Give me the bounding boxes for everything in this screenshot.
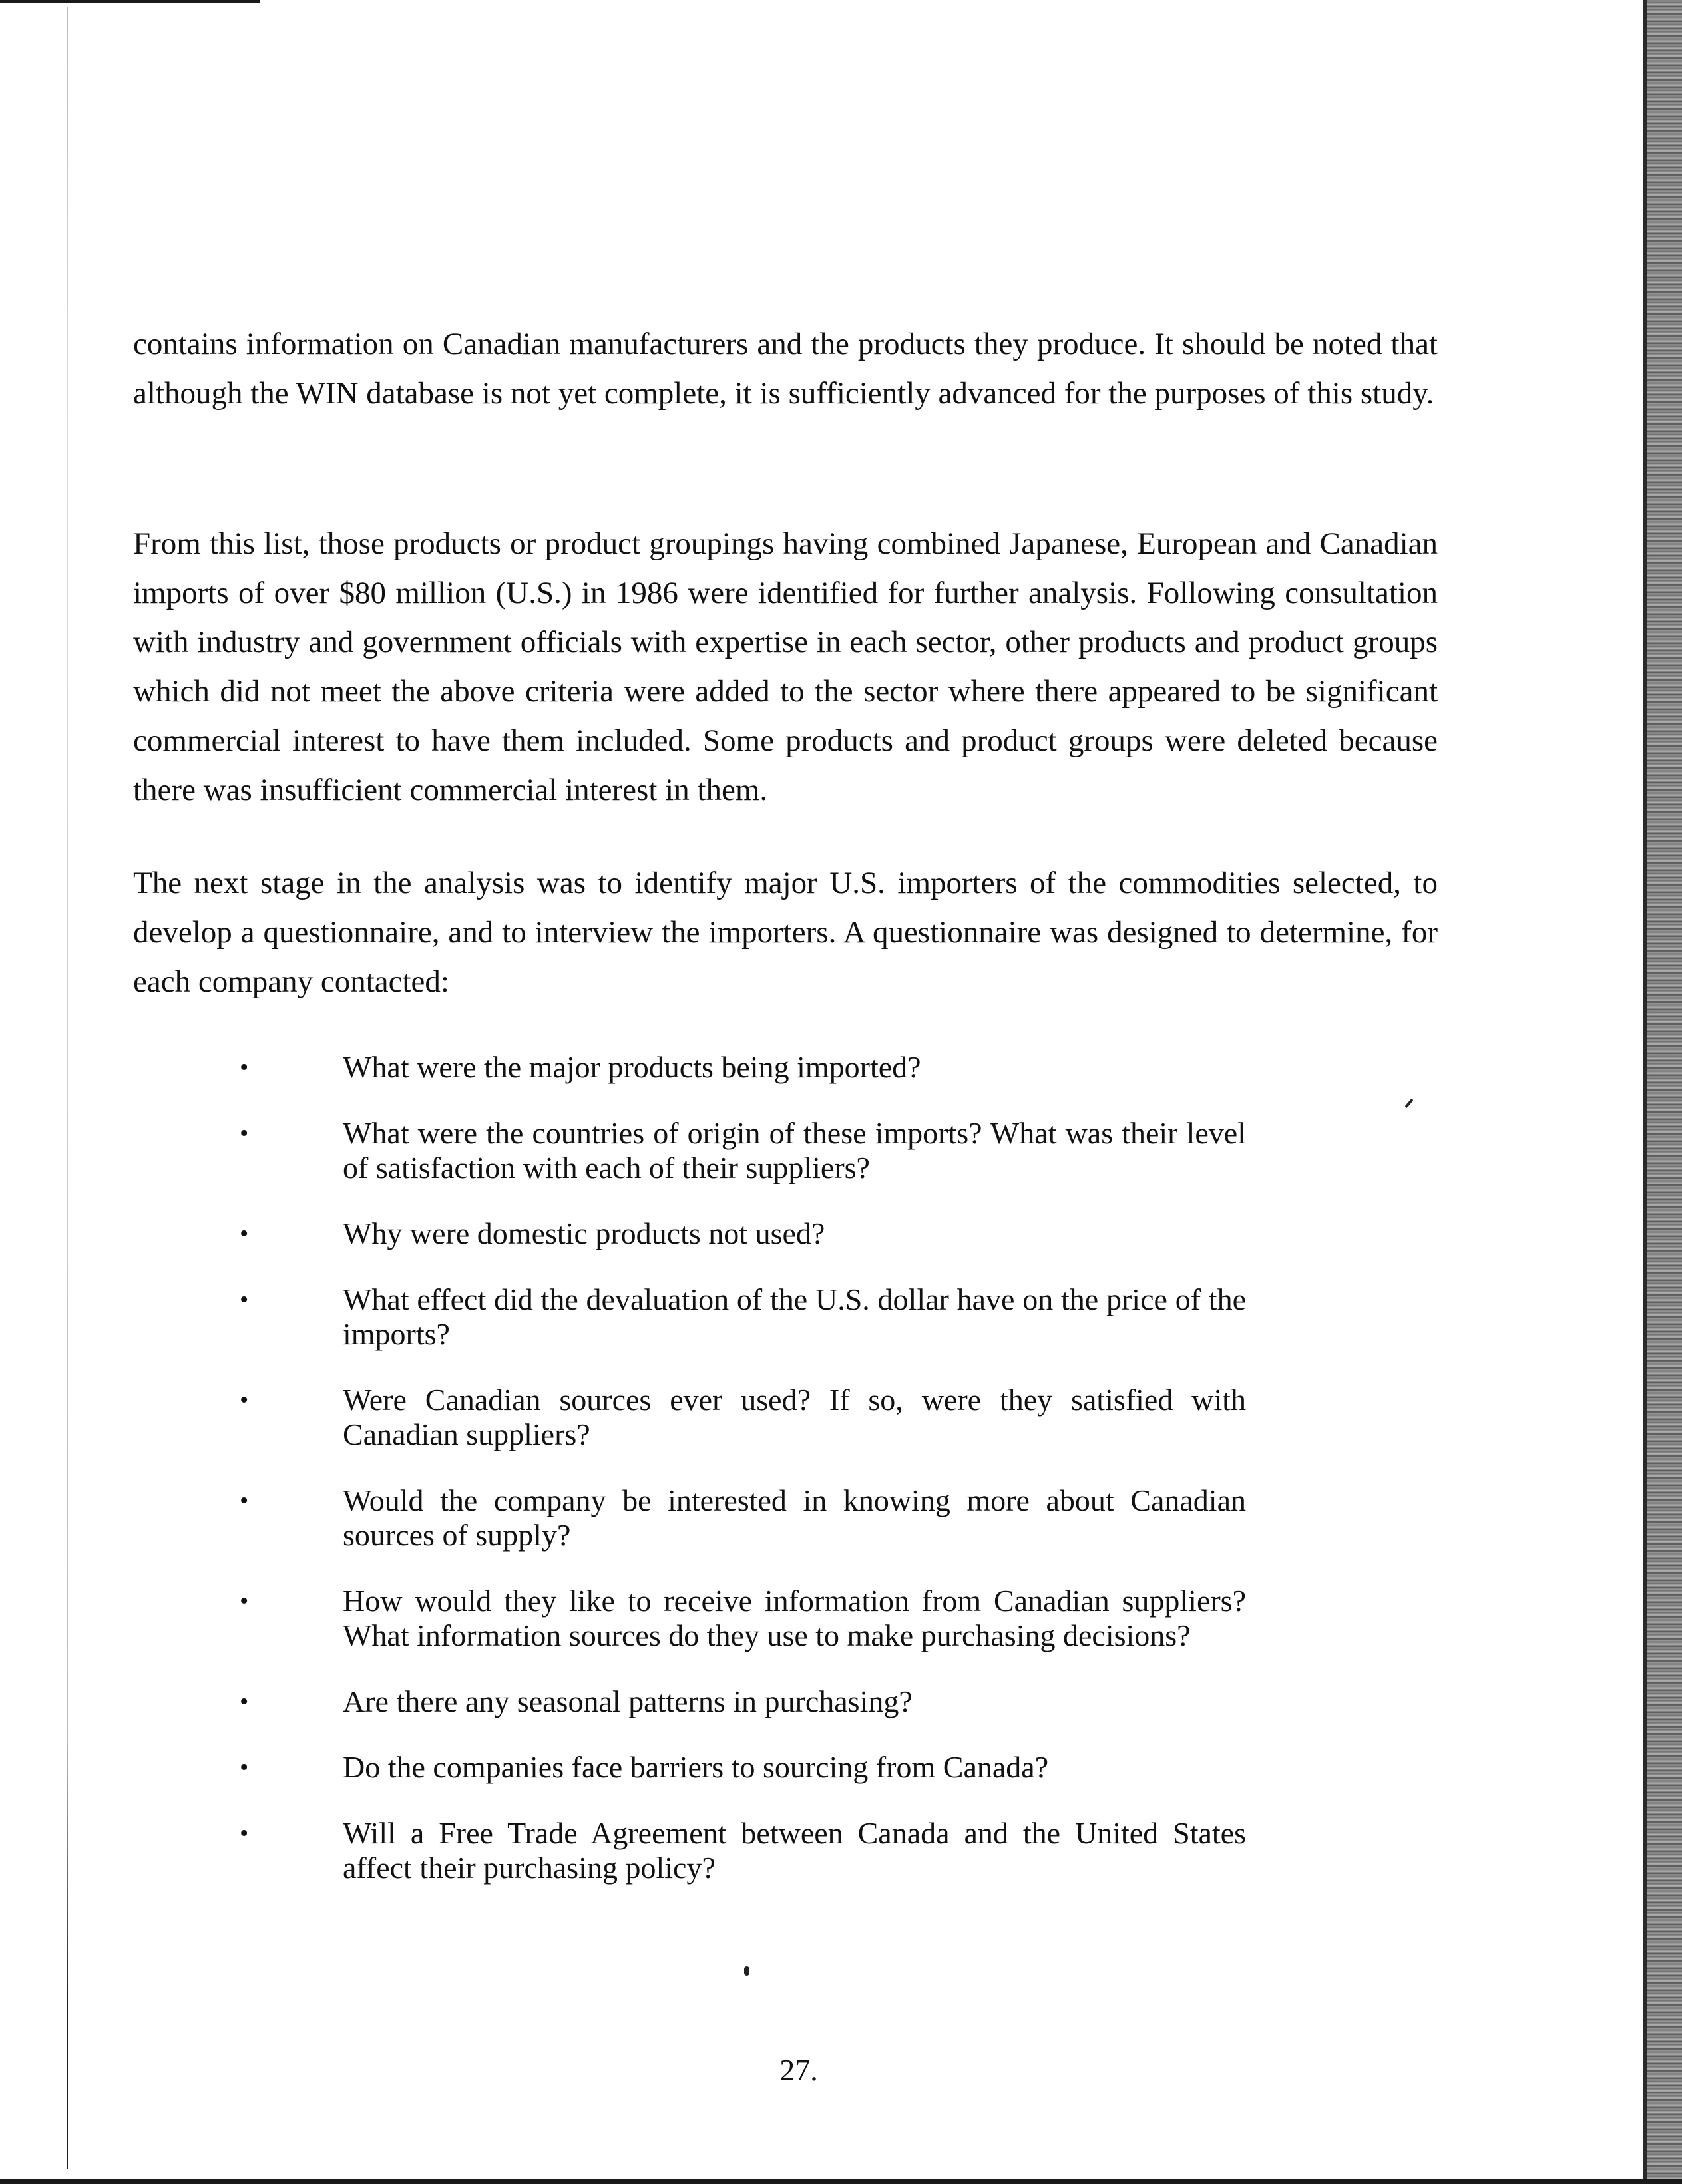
scan-top-rule [0, 0, 260, 3]
list-item-text: Will a Free Trade Agreement between Canada and the United States affect their purchasing policy? [343, 1816, 1246, 1885]
paragraph-product-selection: From this list, those products or product groupings having combined Japanese, European and Canadian imports of over $80 million (U.S.) in 1986 were identified for further analysis. Following consultation with industry and government officials with expertise in each sector, other products and product groups which did not meet the above criteria were added to the sector where there appeared to be significant commercial interest to have them included. Some products and product groups were deleted because there was insufficient commercial interest in them. [133, 526, 1438, 807]
list-item [240, 1483, 1246, 1552]
list-item [240, 1383, 1246, 1452]
list-item-text: Are there any seasonal patterns in purchasing? [343, 1684, 913, 1718]
scan-right-edge [1643, 0, 1682, 2184]
list-item [240, 1116, 1246, 1185]
bullet-icon: • [240, 1819, 249, 1847]
paragraph-win-database: contains information on Canadian manufacturers and the products they produce. It should be noted that although the WIN database is not yet complete, it is sufficiently advanced for the purposes of this study. [133, 327, 1438, 411]
list-item [240, 1050, 1246, 1085]
list-item-text: What effect did the devaluation of the U.S. dollar have on the price of the imports? [343, 1282, 1246, 1351]
list-item-text: Why were domestic products not used? [343, 1216, 825, 1250]
bullet-icon: • [240, 1753, 249, 1781]
list-item [240, 1816, 1246, 1885]
bullet-icon: • [240, 1053, 249, 1081]
page-number: 27. [779, 2053, 818, 2087]
scan-speck [744, 1966, 749, 1976]
list-item [240, 1750, 1246, 1785]
list-item [240, 1684, 1246, 1719]
list-item-text: Were Canadian sources ever used? If so, were they satisfied with Canadian suppliers? [343, 1383, 1246, 1451]
list-item-text: How would they like to receive information from Canadian suppliers? What information sources do they use to make purchasing decisions? [343, 1584, 1246, 1652]
list-item-text: Do the companies face barriers to sourcing from Canada? [343, 1750, 1049, 1784]
scan-bottom-rule [0, 2179, 1682, 2184]
questionnaire-bullet-list [240, 1050, 1246, 1916]
list-item [240, 1584, 1246, 1653]
bullet-icon: • [240, 1487, 249, 1515]
list-item-text: Would the company be interested in knowing more about Canadian sources of supply? [343, 1483, 1246, 1552]
bullet-icon: • [240, 1386, 249, 1414]
paragraph-questionnaire-intro: The next stage in the analysis was to identify major U.S. importers of the commodities selected, to develop a questionnaire, and to interview the importers. A questionnaire was designed to determine, for each company contacted: [133, 866, 1438, 999]
list-item-text: What were the major products being imported? [343, 1050, 921, 1084]
scan-speck [1404, 1099, 1413, 1109]
list-item [240, 1282, 1246, 1352]
bullet-icon: • [240, 1286, 249, 1314]
bullet-icon: • [240, 1587, 249, 1615]
bullet-icon: • [240, 1688, 249, 1716]
bullet-icon: • [240, 1119, 249, 1147]
bullet-icon: • [240, 1220, 249, 1248]
list-item-text: What were the countries of origin of these imports? What was their level of satisfaction with each of their suppliers? [343, 1116, 1246, 1184]
list-item [240, 1216, 1246, 1251]
scan-left-margin-line [67, 7, 68, 2169]
